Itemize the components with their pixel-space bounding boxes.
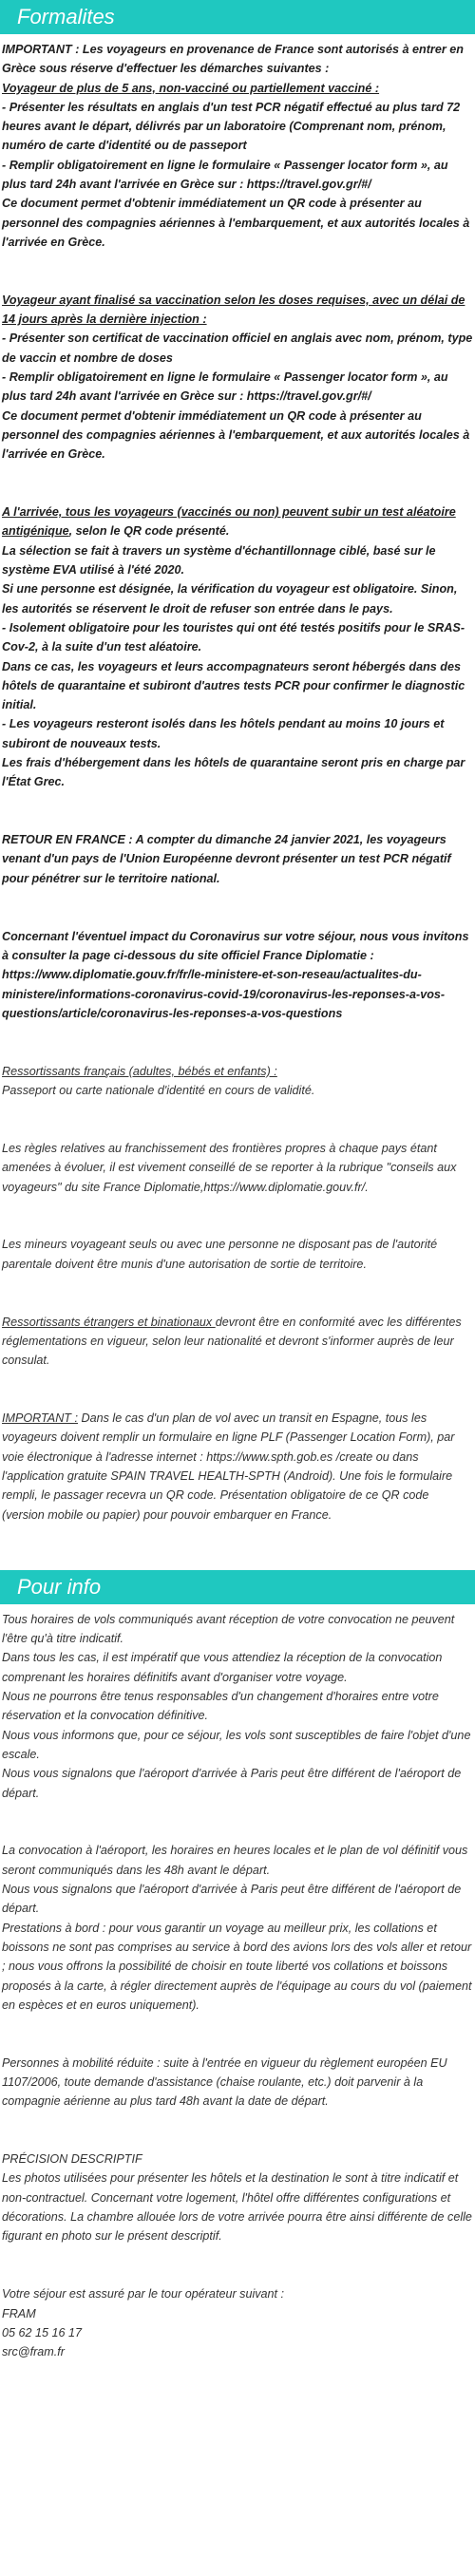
text-line: Nous vous informons que, pour ce séjour, les vols sont susceptibles de faire l'objet d'une escale. bbox=[2, 1728, 471, 1761]
text-underlined: A l'arrivée, tous les voyageurs (vaccinés ou non) peuvent subir un test aléatoire antigénique bbox=[2, 505, 456, 539]
paragraph-return-france: RETOUR EN FRANCE : A compter du dimanche 24 janvier 2021, les voyageurs venant d'un pays de l'Union Européenne devront présenter un test PCR négatif pour pénétrer sur le territoire national. bbox=[2, 833, 451, 885]
text: devront être en conformité avec les différentes réglementations en vigueur, selon leur nationalité et devront s'informer auprès de leur consulat. bbox=[2, 1315, 462, 1368]
text-line: PRÉCISION DESCRIPTIF bbox=[2, 2152, 142, 2167]
text-line: Nous vous signalons que l'aéroport d'arrivée à Paris peut être différent de l'aéroport de départ. bbox=[2, 1767, 462, 1800]
text: , selon le QR code présenté. bbox=[68, 524, 230, 539]
text-line-underlined: Voyageur de plus de 5 ans, non-vacciné ou partiellement vacciné : bbox=[2, 81, 380, 95]
paragraph-spain-transit bbox=[2, 1409, 473, 1525]
text-line: La convocation à l'aéroport, les horaires en heures locales et le plan de vol définitif vous seront communiqués dans les 48h avant le départ. bbox=[2, 1844, 468, 1877]
paragraph-vaccinated bbox=[2, 291, 473, 464]
text: Concernant l'éventuel impact du Coronavirus sur votre séjour, nous vous invitons à consulter la page ci-dessous du site officiel France Diplomatie : https://www.diplomatie.gouv.fr/fr/le-ministere-et-son-reseau/actualites-du-ministere/informations-coronavirus-covid-19/coronavirus-les-reponses-a-vos-questions/article/coronavirus-les-reponses-a-vos-questions bbox=[2, 929, 469, 1020]
text-line: Ce document permet d'obtenir immédiatement un QR code à présenter au personnel des compagnies aériennes à l'embarquement, et aux autorités locales à l'arrivée en Grèce. bbox=[2, 197, 470, 249]
paragraph-arrival-tests bbox=[2, 502, 473, 791]
text-line-underlined: Voyageur ayant finalisé sa vaccination selon les doses requises, avec un délai de 14 jours après la dernière injection : bbox=[2, 293, 466, 327]
operator-email: src@fram.fr bbox=[2, 2345, 65, 2359]
text-line: Dans tous les cas, il est impératif que vous attendiez la réception de la convocation comprenant les horaires définitifs avant d'organiser votre voyage. bbox=[2, 1651, 443, 1684]
operator-phone: 05 62 15 16 17 bbox=[2, 2325, 83, 2339]
pour-info-content bbox=[0, 1604, 475, 2362]
text-line: - Remplir obligatoirement en ligne le formulaire « Passenger locator form », au plus tard 24h avant l'arrivée en Grèce sur : https://travel.gov.gr/#/ bbox=[2, 158, 448, 192]
text-line: La sélection se fait à travers un système d'échantillonnage ciblé, basé sur le système EVA utilisé à l'été 2020. bbox=[2, 543, 436, 578]
text-line: IMPORTANT : Les voyageurs en provenance de France sont autorisés à entrer en Grèce sous réserve d'effectuer les démarches suivantes : bbox=[2, 43, 464, 76]
text-line-underlined: Ressortissants français (adultes, bébés et enfants) : bbox=[2, 1064, 277, 1078]
text-line: - Présenter son certificat de vaccination officiel en anglais avec nom, prénom, type de vaccin et nombre de doses bbox=[2, 331, 473, 365]
text-line bbox=[2, 502, 473, 541]
text-line: - Les voyageurs resteront isolés dans les hôtels pendant au moins 10 jours et subiront de nouveaux tests. bbox=[2, 717, 445, 750]
paragraph-tour-operator bbox=[2, 2284, 473, 2361]
paragraph-flight-times bbox=[2, 1610, 473, 1803]
text: Dans le cas d'un plan de vol avec un transit en Espagne, tous les voyageurs doivent remplir un formulaire en ligne PLF (Passenger Location Form), par voie électronique à l'adresse internet : https://www.spth.gob.es /create ou dans l'application gratuite SPAIN TRAVEL HEALTH-SPTH (Android). Une fois le formulaire rempli, le passager recevra un QR code. Présentation obligatoire de ce QR code (version mobile ou papier) pour pouvoir embarquer en France. bbox=[2, 1411, 455, 1522]
text-line: Tous horaires de vols communiqués avant réception de votre convocation ne peuvent l'être qu'à titre indicatif. bbox=[2, 1612, 455, 1646]
text-line: Les frais d'hébergement dans les hôtels de quarantaine seront pris en charge par l'État Grec. bbox=[2, 755, 466, 789]
text-line: Nous ne pourrons être tenus responsables d'un changement d'horaires entre votre réservation et la convocation définitive. bbox=[2, 1690, 439, 1723]
paragraph-border-rules: Les règles relatives au franchissement des frontières propres à chaque pays étant amenées à évoluer, il est vivement conseillé de se reporter à la rubrique "conseils aux voyageurs" du site France Diplomatie,https://www.diplomatie.gouv.fr/. bbox=[2, 1141, 457, 1194]
paragraph-coronavirus-impact bbox=[2, 927, 473, 1023]
section-title-pour-info: Pour info bbox=[0, 1570, 475, 1604]
text-line: - Remplir obligatoirement en ligne le formulaire « Passenger locator form », au plus tard 24h avant l'arrivée en Grèce sur : https://travel.gov.gr/#/ bbox=[2, 370, 448, 404]
paragraph-french-nationals bbox=[2, 1062, 473, 1101]
formalites-content bbox=[0, 34, 475, 1525]
text-line: Si une personne est désignée, la vérification du voyageur est obligatoire. Sinon, les autorités se réservent le droit de refuser son entrée dans le pays. bbox=[2, 582, 458, 616]
text-underlined: Ressortissants étrangers et binationaux bbox=[2, 1315, 216, 1329]
text-line: - Présenter les résultats en anglais d'un test PCR négatif effectué au plus tard 72 heures avant le départ, délivrés par un laboratoire (Comprenant nom, prénom, numéro de carte d'identité ou de passeport bbox=[2, 100, 461, 153]
text-underlined: IMPORTANT : bbox=[2, 1411, 78, 1426]
text-line: - Isolement obligatoire pour les touristes qui ont été testés positifs pour le SRAS-Cov-2, à la suite d'un test aléatoire. bbox=[2, 620, 466, 654]
section-title-formalites: Formalites bbox=[0, 0, 475, 34]
paragraph-foreign-nationals bbox=[2, 1313, 473, 1371]
text-line: Passeport ou carte nationale d'identité en cours de validité. bbox=[2, 1084, 315, 1098]
paragraph-minors: Les mineurs voyageant seuls ou avec une personne ne disposant pas de l'autorité parentale doivent être munis d'une autorisation de sortie de territoire. bbox=[2, 1238, 438, 1271]
text-line: Dans ce cas, les voyageurs et leurs accompagnateurs seront hébergés dans des hôtels de quarantaine et subiront d'autres tests PCR pour confirmer le diagnostic initial. bbox=[2, 659, 466, 712]
paragraph-important-non-vaccinated bbox=[2, 40, 473, 252]
text-line: Votre séjour est assuré par le tour opérateur suivant : bbox=[2, 2287, 285, 2301]
text-line: Prestations à bord : pour vous garantir un voyage au meilleur prix, les collations et boissons ne sont pas comprises au service à bord des avions lors des vols aller et retour ; nous vous offrons la possibilité de choisir en toute liberté vos collations et boissons proposés à la carte, à régler directement auprès de l'équipage au cours du vol (paiement en espèces et en euros uniquement). bbox=[2, 1921, 472, 2012]
paragraph-convocation bbox=[2, 1841, 473, 2015]
paragraph-description-precision bbox=[2, 2150, 473, 2245]
text-line: Les photos utilisées pour présenter les hôtels et la destination le sont à titre indicatif et non-contractuel. Concernant votre logement, l'hôtel offre différentes configurations et décorations. La chambre allouée lors de votre arrivée pourra être ainsi différente de celle figurant en photo sur le présent descriptif. bbox=[2, 2171, 472, 2244]
paragraph-reduced-mobility: Personnes à mobilité réduite : suite à l'entrée en vigueur du règlement européen EU 1107/2006, toute demande d'assistance (chaise roulante, etc.) doit parvenir à la compagnie aérienne au plus tard 48h avant la date de départ. bbox=[2, 2055, 447, 2109]
text-line: Ce document permet d'obtenir immédiatement un QR code à présenter au personnel des compagnies aériennes à l'embarquement, et aux autorités locales à l'arrivée en Grèce. bbox=[2, 408, 470, 462]
operator-name: FRAM bbox=[2, 2306, 36, 2320]
text-line: Nous vous signalons que l'aéroport d'arrivée à Paris peut être différent de l'aéroport de départ. bbox=[2, 1883, 462, 1916]
